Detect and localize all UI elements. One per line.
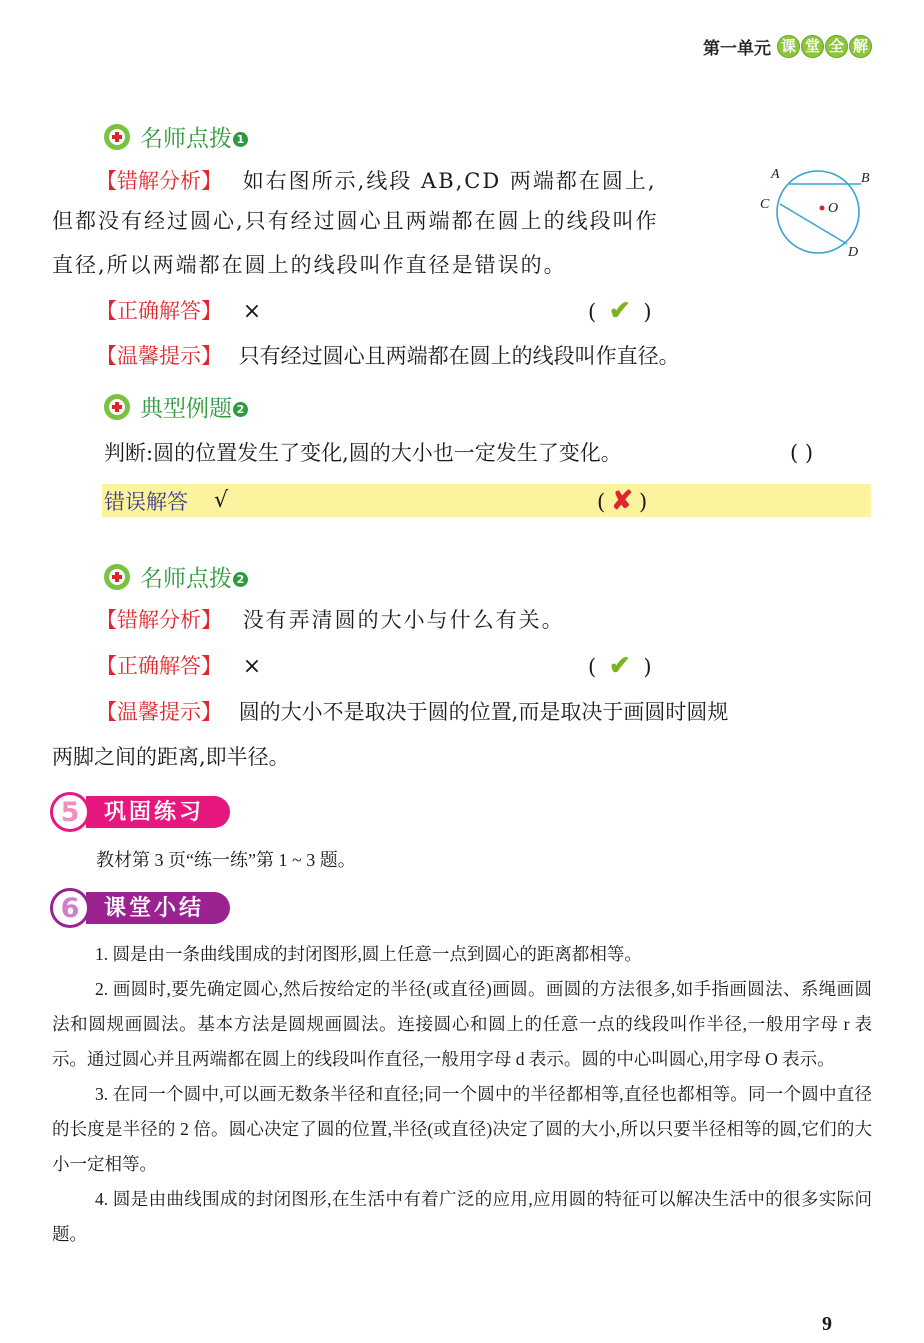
summary-item: 4. 圆是由曲线围成的封闭图形,在生活中有着广泛的应用,应用圆的特征可以解决生活中的很多实际问题。 <box>52 1189 872 1244</box>
hint-label: 【温馨提示】 <box>96 700 222 724</box>
analysis-text: 没有弄清圆的大小与什么有关。 <box>242 608 565 632</box>
label-d: D <box>848 245 859 260</box>
section-badge <box>777 35 872 58</box>
cross-icon: ✘ <box>611 485 633 516</box>
analysis-label: 【错解分析】 <box>96 169 222 193</box>
example2-number-badge: 2 <box>233 402 248 417</box>
label-c: C <box>760 197 770 212</box>
tips2-title <box>104 560 248 593</box>
tips1-title-text: 名师点拨 <box>140 126 232 152</box>
tips2-hint-row <box>96 689 728 735</box>
analysis-text: 如右图所示,线段 AB,CD 两端都在圆上, <box>242 169 657 193</box>
section5-title: 巩固练习 <box>86 796 230 828</box>
section5-banner <box>50 792 230 832</box>
hint-label: 【温馨提示】 <box>96 344 222 368</box>
tips1-analysis-line2: 但都没有经过圆心,只有经过圆心且两端都在圆上的线段叫作 <box>52 209 659 233</box>
summary-list <box>52 937 872 1252</box>
recycle-cross-icon <box>104 394 130 420</box>
hint-text: 圆的大小不是取决于圆的位置,而是取决于画圆时圆规 <box>238 700 729 724</box>
wrong-answer-bar <box>102 484 871 517</box>
recycle-cross-icon <box>104 124 130 150</box>
hint-text: 只有经过圆心且两端都在圆上的线段叫作直径。 <box>238 344 680 368</box>
wrong-answer-value: √ <box>214 488 229 513</box>
page-number: 9 <box>822 1313 832 1335</box>
badge-char: 解 <box>849 35 872 58</box>
tips1-analysis-line3: 直径,所以两端都在圆上的线段叫作直径是错误的。 <box>52 253 567 277</box>
tips2-number-badge: 2 <box>233 572 248 587</box>
section6-banner <box>50 888 230 928</box>
section5-number: 5 <box>50 792 90 832</box>
label-a: A <box>771 167 780 182</box>
unit-label: 第一单元 <box>703 39 771 59</box>
tips2-analysis-row <box>96 597 565 643</box>
recycle-cross-icon <box>104 564 130 590</box>
summary-item: 1. 圆是由一条曲线围成的封闭图形,圆上任意一点到圆心的距离都相等。 <box>95 944 642 964</box>
label-b: B <box>861 171 870 186</box>
tips2-hint-line2: 两脚之间的距离,即半径。 <box>52 745 290 769</box>
summary-item: 3. 在同一个圆中,可以画无数条半径和直径;同一个圆中的半径都相等,直径也都相等。同一个圆中直径的长度是半径的 2 倍。圆心决定了圆的位置,半径(或直径)决定了圆的大小,所以只要半径相等的圆,它们的大小一定相等。 <box>52 1084 872 1174</box>
check-icon: ✔ <box>608 651 631 681</box>
example2-question: 判断:圆的位置发生了变化,圆的大小也一定发生了变化。 <box>104 441 622 465</box>
section5-text: 教材第 3 页“练一练”第 1 ~ 3 题。 <box>96 850 356 870</box>
wrong-answer-paren: ( ✘ ) <box>597 485 648 516</box>
page-header <box>703 34 872 59</box>
example2-title <box>104 390 248 423</box>
tips2-answer-row <box>96 643 261 690</box>
answer-value: × <box>242 299 262 324</box>
section6-number: 6 <box>50 888 90 928</box>
badge-char: 全 <box>825 35 848 58</box>
label-o: O <box>828 201 839 216</box>
analysis-label: 【错解分析】 <box>96 608 222 632</box>
badge-char: 堂 <box>801 35 824 58</box>
answer-label: 【正确解答】 <box>96 654 222 678</box>
tips1-number-badge: 1 <box>233 132 248 147</box>
tips2-answer-paren: ( ✔ ) <box>588 651 652 681</box>
answer-value: × <box>242 654 262 679</box>
tips1-title <box>104 120 248 153</box>
tips2-title-text: 名师点拨 <box>140 566 232 592</box>
answer-label: 【正确解答】 <box>96 299 222 323</box>
tips1-hint-row <box>96 333 680 379</box>
badge-char: 课 <box>777 35 800 58</box>
wrong-answer-label: 错误解答 <box>104 489 188 514</box>
example2-title-text: 典型例题 <box>140 396 232 422</box>
summary-item: 2. 画圆时,要先确定圆心,然后按给定的半径(或直径)画圆。画圆的方法很多,如手指画圆法、系绳画圆法和圆规画圆法。基本方法是圆规画圆法。连接圆心和圆上的任意一点的线段叫作半径,一般用字母 r 表示。通过圆心并且两端都在圆上的线段叫作直径,一般用字母 d 表示。圆的中心叫圆心,用字母 O 表示。 <box>52 979 872 1069</box>
circle-figure <box>755 160 880 260</box>
check-icon: ✔ <box>608 296 631 326</box>
example2-answer-paren: ( ) <box>790 441 814 465</box>
tips1-answer-paren: ( ✔ ) <box>588 296 652 326</box>
section6-title: 课堂小结 <box>86 892 230 924</box>
